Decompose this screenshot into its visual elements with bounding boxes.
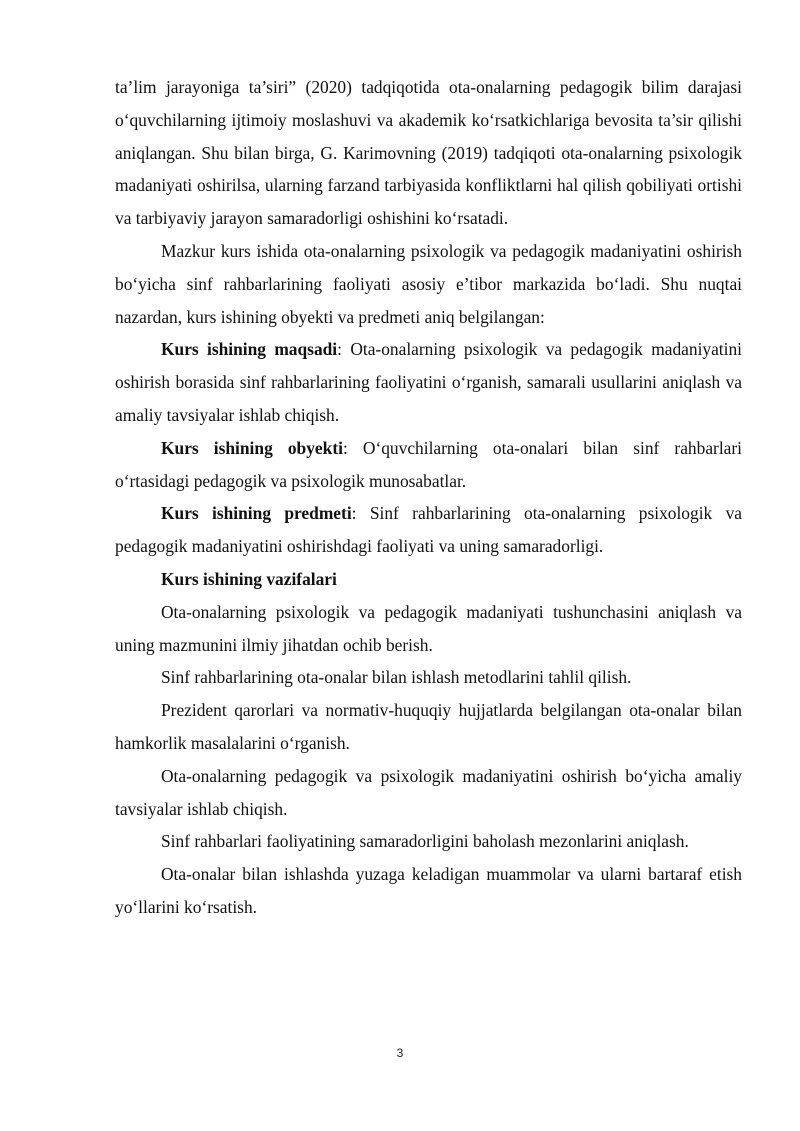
- object-text: : O‘quvchilarning ota-onalari bilan sinf rahbarlari o‘rtasidagi pedagogik va psixologik munosabatlar.: [115, 437, 742, 491]
- task-item: Prezident qarorlari va normativ-huquqiy hujjatlarda belgilangan ota-onalar bilan hamkorlik masalalarini o‘rganish.: [115, 700, 742, 753]
- paragraph-object: [115, 432, 742, 498]
- paragraph-literature: ta’lim jarayoniga ta’siri” (2020) tadqiqotida ota-onalarning pedagogik bilim darajasi o‘quvchilarning ijtimoiy moslashuvi va akademik ko‘rsatkichlariga bevosita ta’sir qilishi aniqlangan. Shu bilan birga, G. Karimovning (2019) tadqiqoti ota-onalarning psixologik madaniyati oshirilsa, ularning farzand tarbiyasida konfliktlarni hal qilish qobiliyati ortishi va tarbiyaviy jarayon samaradorligi oshishini ko‘rsatadi.: [115, 77, 742, 229]
- tasks-heading-text: Kurs ishining vazifalari: [161, 568, 337, 589]
- goal-text: : Ota-onalarning psixologik va pedagogik madaniyatini oshirish borasida sinf rahbarlarining faoliyatini o‘rganish, samarali usullarini aniqlash va amaliy tavsiyalar ishlab chiqish.: [115, 339, 742, 425]
- task-item: Ota-onalarning psixologik va pedagogik madaniyati tushunchasini aniqlash va uning mazmunini ilmiy jihatdan ochib berish.: [115, 601, 742, 655]
- task-item: Ota-onalarning pedagogik va psixologik madaniyatini oshirish bo‘yicha amaliy tavsiyalar ishlab chiqish.: [115, 765, 742, 819]
- tasks-heading: [115, 563, 742, 596]
- paragraph-intro: Mazkur kurs ishida ota-onalarning psixologik va pedagogik madaniyatini oshirish bo‘yicha sinf rahbarlarining faoliyati asosiy e’tibor markazida bo‘ladi. Shu nuqtai nazardan, kurs ishining obyekti va predmeti aniq belgilangan:: [115, 240, 742, 327]
- page-number: 3: [396, 1046, 404, 1060]
- paragraph-goal: [115, 333, 742, 431]
- subject-text: : Sinf rahbarlarining ota-onalarning psixologik va pedagogik madaniyatini oshirishdagi faoliyati va uning samaradorligi.: [115, 503, 742, 557]
- paragraph-subject: [115, 497, 742, 563]
- task-item: Sinf rahbarlari faoliyatining samaradorligini baholash mezonlarini aniqlash.: [161, 831, 689, 852]
- task-item: Ota-onalar bilan ishlashda yuzaga keladigan muammolar va ularni bartaraf etish yo‘llarini ko‘rsatish.: [115, 864, 742, 917]
- subject-term: Kurs ishining predmeti: [161, 503, 352, 524]
- body-text: [115, 71, 742, 924]
- object-term: Kurs ishining obyekti: [161, 437, 343, 458]
- goal-term: Kurs ishining maqsadi: [161, 339, 338, 360]
- task-item: Sinf rahbarlarining ota-onalar bilan ishlash metodlarini tahlil qilish.: [161, 667, 632, 688]
